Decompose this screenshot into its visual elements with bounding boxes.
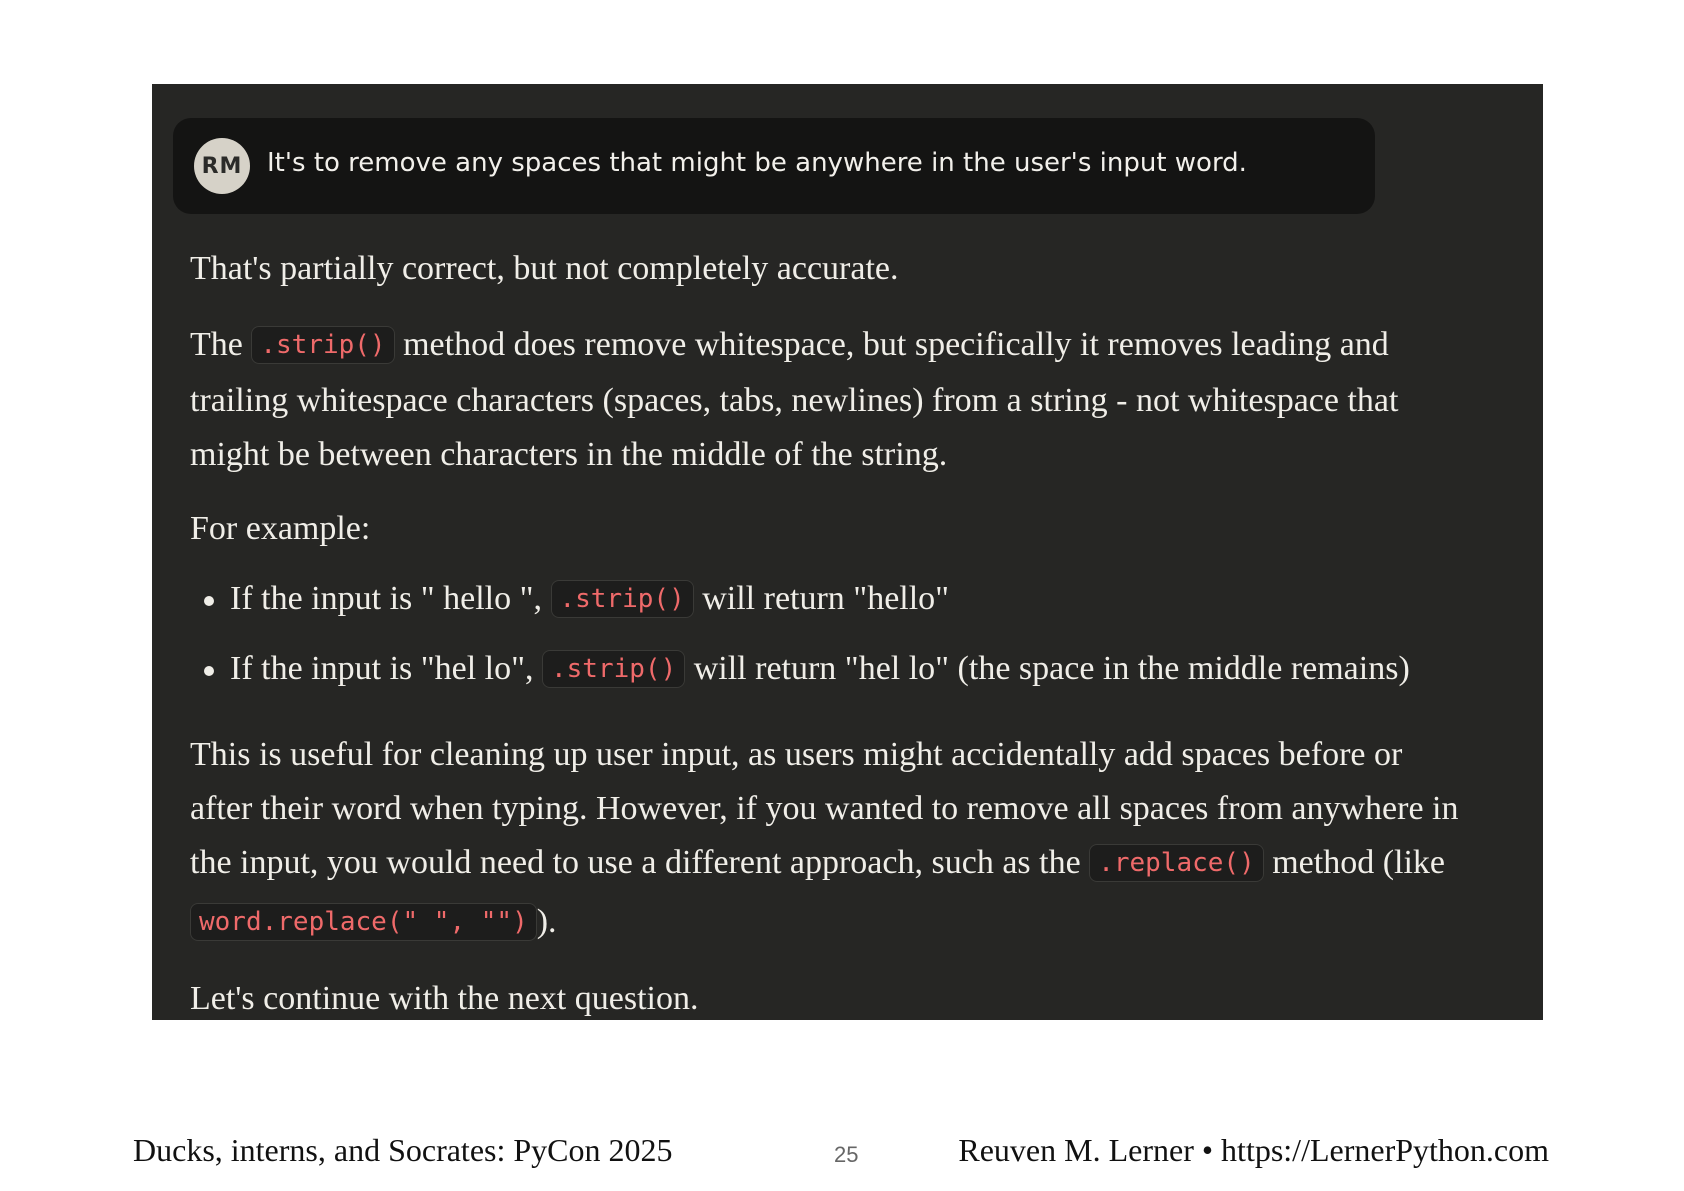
- example-list: [190, 572, 1543, 712]
- reply-paragraph-3: For example:: [190, 510, 371, 547]
- user-message-text: It's to remove any spaces that might be anywhere in the user's input word.: [267, 148, 1247, 178]
- inline-code: word.replace(" ", ""): [190, 903, 537, 941]
- assistant-reply: [190, 242, 1543, 1020]
- inline-code: .replace(): [1089, 844, 1264, 882]
- page-number: 25: [834, 1142, 859, 1167]
- reply-paragraph-1: That's partially correct, but not completely accurate.: [190, 250, 899, 287]
- list-item: If the input is " hello ", .strip() will return "hello": [190, 572, 1543, 642]
- footer-author: Reuven M. Lerner • https://LernerPython.com: [958, 1132, 1549, 1168]
- reply-paragraph-2: The .strip() method does remove whitespace, but specifically it removes leading and trailing whitespace characters (spaces, tabs, newlines) from a string - not whitespace that might be between characters in the middle of the string.: [190, 326, 1399, 473]
- chat-screenshot: [152, 84, 1543, 1020]
- reply-paragraph-6: Let's continue with the next question.: [190, 980, 699, 1017]
- list-item: If the input is "hel lo", .strip() will return "hel lo" (the space in the middle remains): [190, 642, 1543, 712]
- inline-code: .strip(): [542, 650, 685, 688]
- inline-code: .strip(): [251, 326, 394, 364]
- user-avatar: RM: [194, 138, 250, 194]
- footer-title: Ducks, interns, and Socrates: PyCon 2025: [133, 1132, 673, 1168]
- reply-paragraph-5: This is useful for cleaning up user input, as users might accidentally add spaces before or after their word when typing. However, if you wanted to remove all spaces from anywhere in the input, you would need to use a different approach, such as the .replace() method (like word.replace(" ", "") ).: [190, 736, 1459, 940]
- inline-code: .strip(): [551, 580, 694, 618]
- user-message-bubble: [173, 118, 1375, 214]
- bullet-icon: [204, 666, 214, 676]
- bullet-icon: [204, 596, 214, 606]
